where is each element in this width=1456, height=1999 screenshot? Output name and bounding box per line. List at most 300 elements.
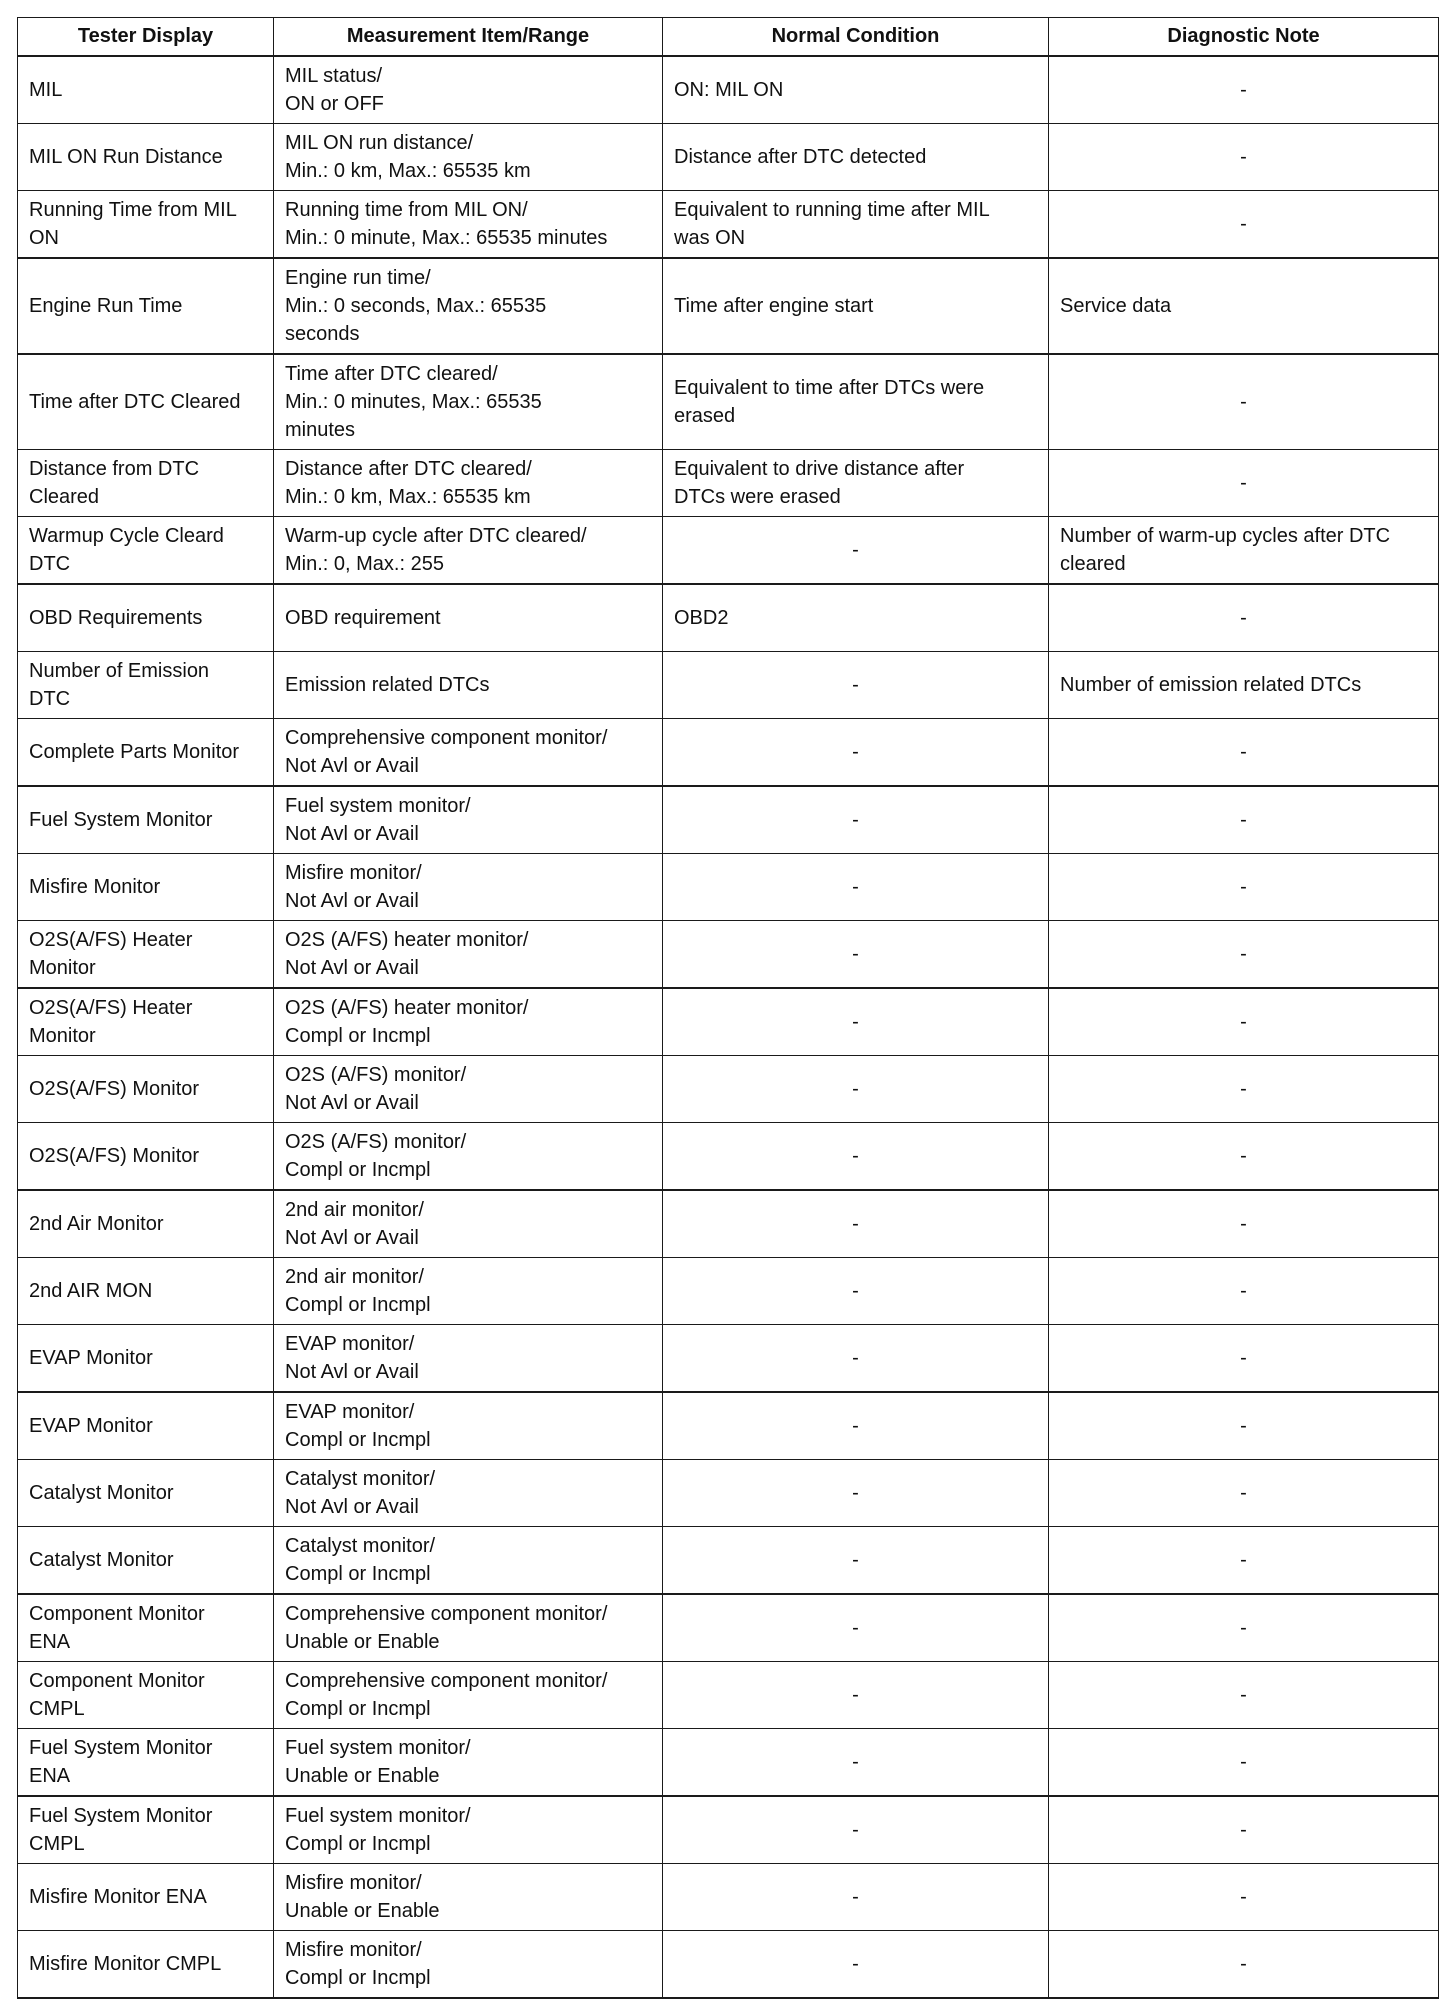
cell-diagnostic-note — [1049, 652, 1439, 719]
cell-text-line: - — [852, 1279, 859, 1302]
cell-measurement-item — [274, 988, 663, 1056]
cell-text-line: Compl or Incmpl — [285, 1024, 431, 1047]
cell-diagnostic-note — [1049, 584, 1439, 652]
cell-normal-condition — [663, 258, 1049, 354]
cell-text-line: Running time from MIL ON/ — [285, 198, 528, 221]
cell-text-line: - — [1240, 1683, 1247, 1706]
cell-normal-condition — [663, 988, 1049, 1056]
cell-diagnostic-note — [1049, 1190, 1439, 1258]
cell-text-line: O2S (A/FS) heater monitor/ — [285, 928, 529, 951]
cell-text-line: 2nd air monitor/ — [285, 1198, 424, 1221]
cell-tester-display — [18, 1460, 274, 1527]
cell-text-line: O2S(A/FS) Heater — [29, 996, 193, 1019]
table-row — [18, 1931, 1439, 1999]
cell-text-line: - — [1240, 78, 1247, 101]
cell-text-line: Distance after DTC cleared/ — [285, 457, 532, 480]
table-row — [18, 124, 1439, 191]
table-row — [18, 1123, 1439, 1191]
cell-text-line: Equivalent to time after DTCs were — [674, 376, 985, 399]
cell-diagnostic-note — [1049, 1729, 1439, 1797]
cell-measurement-item — [274, 517, 663, 585]
cell-measurement-item — [274, 191, 663, 259]
cell-text-line: - — [852, 1144, 859, 1167]
cell-normal-condition — [663, 354, 1049, 450]
cell-normal-condition — [663, 450, 1049, 517]
cell-text-line: - — [1240, 740, 1247, 763]
table-row — [18, 1729, 1439, 1797]
cell-tester-display — [18, 1796, 274, 1864]
cell-text-line: Catalyst Monitor — [29, 1548, 174, 1571]
cell-normal-condition — [663, 517, 1049, 585]
cell-measurement-item — [274, 1729, 663, 1797]
cell-text-line: Component Monitor — [29, 1602, 205, 1625]
table-row — [18, 354, 1439, 450]
cell-normal-condition — [663, 124, 1049, 191]
cell-text-line: - — [1240, 875, 1247, 898]
cell-tester-display — [18, 124, 274, 191]
cell-text-line: Compl or Incmpl — [285, 1428, 431, 1451]
cell-diagnostic-note — [1049, 56, 1439, 124]
cell-tester-display — [18, 854, 274, 921]
cell-normal-condition — [663, 786, 1049, 854]
cell-tester-display — [18, 584, 274, 652]
header-tester-display: Tester Display — [18, 18, 274, 57]
cell-text-line: O2S(A/FS) Monitor — [29, 1077, 200, 1100]
cell-normal-condition — [663, 191, 1049, 259]
cell-text-line: Distance after DTC detected — [674, 145, 927, 168]
cell-text-line: - — [852, 1010, 859, 1033]
cell-diagnostic-note — [1049, 786, 1439, 854]
cell-measurement-item — [274, 1460, 663, 1527]
data-list-table — [17, 17, 1439, 1999]
cell-measurement-item — [274, 1392, 663, 1460]
cell-tester-display — [18, 921, 274, 989]
cell-tester-display — [18, 1594, 274, 1662]
cell-text-line: Equivalent to running time after MIL — [674, 198, 990, 221]
table-row — [18, 1392, 1439, 1460]
cell-normal-condition — [663, 1527, 1049, 1595]
cell-text-line: - — [852, 808, 859, 831]
header-diagnostic-note: Diagnostic Note — [1049, 18, 1439, 57]
cell-text-line: Complete Parts Monitor — [29, 740, 240, 763]
cell-text-line: - — [1240, 942, 1247, 965]
cell-measurement-item — [274, 1527, 663, 1595]
cell-text-line: - — [1240, 1818, 1247, 1841]
cell-measurement-item — [274, 719, 663, 787]
cell-text-line: - — [1240, 1077, 1247, 1100]
table-row — [18, 1594, 1439, 1662]
cell-text-line: Compl or Incmpl — [285, 1293, 431, 1316]
table-row — [18, 258, 1439, 354]
cell-text-line: O2S(A/FS) Heater — [29, 928, 193, 951]
cell-text-line: Distance from DTC — [29, 457, 200, 480]
cell-text-line: - — [852, 1818, 859, 1841]
cell-text-line: - — [1240, 1885, 1247, 1908]
cell-text-line: O2S (A/FS) monitor/ — [285, 1130, 467, 1153]
cell-text-line: Compl or Incmpl — [285, 1966, 431, 1989]
cell-tester-display — [18, 258, 274, 354]
cell-text-line: Misfire Monitor — [29, 875, 161, 898]
cell-text-line: Misfire monitor/ — [285, 861, 422, 884]
cell-text-line: 2nd AIR MON — [29, 1279, 153, 1302]
cell-measurement-item — [274, 1594, 663, 1662]
cell-diagnostic-note — [1049, 1392, 1439, 1460]
cell-measurement-item — [274, 1931, 663, 1999]
cell-diagnostic-note — [1049, 1662, 1439, 1729]
cell-tester-display — [18, 1123, 274, 1191]
cell-text-line: EVAP monitor/ — [285, 1400, 415, 1423]
cell-text-line: - — [852, 1616, 859, 1639]
cell-normal-condition — [663, 652, 1049, 719]
cell-text-line: CMPL — [29, 1832, 85, 1855]
cell-text-line: Service data — [1060, 294, 1172, 317]
cell-text-line: EVAP Monitor — [29, 1414, 153, 1437]
table-body — [18, 56, 1439, 1998]
cell-tester-display — [18, 1864, 274, 1931]
cell-measurement-item — [274, 450, 663, 517]
cell-text-line: Warmup Cycle Cleard — [29, 524, 224, 547]
table-row — [18, 1864, 1439, 1931]
cell-text-line: Catalyst monitor/ — [285, 1467, 436, 1490]
document-page — [17, 17, 1438, 1999]
cell-text-line: - — [1240, 1750, 1247, 1773]
cell-text-line: Monitor — [29, 956, 96, 979]
cell-normal-condition — [663, 921, 1049, 989]
cell-text-line: Time after engine start — [674, 294, 874, 317]
cell-normal-condition — [663, 1325, 1049, 1393]
cell-text-line: OBD requirement — [285, 606, 441, 629]
cell-text-line: - — [852, 1548, 859, 1571]
cell-diagnostic-note — [1049, 191, 1439, 259]
cell-text-line: 2nd Air Monitor — [29, 1212, 164, 1235]
cell-normal-condition — [663, 1190, 1049, 1258]
cell-text-line: erased — [674, 404, 736, 427]
cell-text-line: - — [1240, 1414, 1247, 1437]
cell-tester-display — [18, 786, 274, 854]
cell-text-line: - — [1240, 808, 1247, 831]
cell-measurement-item — [274, 1258, 663, 1325]
cell-measurement-item — [274, 56, 663, 124]
cell-normal-condition — [663, 854, 1049, 921]
cell-tester-display — [18, 191, 274, 259]
cell-normal-condition — [663, 1864, 1049, 1931]
table-row — [18, 1460, 1439, 1527]
cell-diagnostic-note — [1049, 988, 1439, 1056]
cell-text-line: Not Avl or Avail — [285, 889, 419, 912]
cell-normal-condition — [663, 1796, 1049, 1864]
cell-text-line: - — [852, 1346, 859, 1369]
cell-text-line: minutes — [285, 418, 356, 441]
cell-text-line: O2S (A/FS) monitor/ — [285, 1063, 467, 1086]
cell-diagnostic-note — [1049, 719, 1439, 787]
table-row — [18, 1325, 1439, 1393]
cell-tester-display — [18, 1729, 274, 1797]
cell-text-line: Unable or Enable — [285, 1899, 440, 1922]
cell-text-line: Running Time from MIL — [29, 198, 237, 221]
cell-text-line: Fuel system monitor/ — [285, 794, 471, 817]
cell-text-line: O2S(A/FS) Monitor — [29, 1144, 200, 1167]
cell-diagnostic-note — [1049, 258, 1439, 354]
cell-text-line: Catalyst Monitor — [29, 1481, 174, 1504]
cell-text-line: CMPL — [29, 1697, 85, 1720]
cell-diagnostic-note — [1049, 1460, 1439, 1527]
cell-tester-display — [18, 988, 274, 1056]
cell-diagnostic-note — [1049, 124, 1439, 191]
cell-text-line: Misfire monitor/ — [285, 1938, 422, 1961]
cell-text-line: Number of emission related DTCs — [1060, 673, 1362, 696]
cell-text-line: 2nd air monitor/ — [285, 1265, 424, 1288]
header-measurement-item: Measurement Item/Range — [274, 18, 663, 57]
cell-text-line: Not Avl or Avail — [285, 1091, 419, 1114]
cell-text-line: Misfire monitor/ — [285, 1871, 422, 1894]
cell-tester-display — [18, 1527, 274, 1595]
cell-tester-display — [18, 1392, 274, 1460]
cell-text-line: MIL status/ — [285, 64, 383, 87]
cell-text-line: Not Avl or Avail — [285, 822, 419, 845]
table-row — [18, 786, 1439, 854]
cell-normal-condition — [663, 1729, 1049, 1797]
table-header-row — [18, 18, 1439, 57]
cell-text-line: DTCs were erased — [674, 485, 841, 508]
cell-text-line: DTC — [29, 687, 71, 710]
cell-measurement-item — [274, 921, 663, 989]
table-row — [18, 1796, 1439, 1864]
cell-text-line: ON — [29, 226, 59, 249]
cell-diagnostic-note — [1049, 1864, 1439, 1931]
cell-text-line: - — [852, 1212, 859, 1235]
cell-text-line: - — [1240, 606, 1247, 629]
cell-tester-display — [18, 719, 274, 787]
cell-text-line: - — [852, 1683, 859, 1706]
cell-text-line: Not Avl or Avail — [285, 1495, 419, 1518]
cell-measurement-item — [274, 354, 663, 450]
cell-text-line: Min.: 0, Max.: 255 — [285, 552, 444, 575]
cell-text-line: Emission related DTCs — [285, 673, 490, 696]
cell-measurement-item — [274, 1325, 663, 1393]
header-normal-condition: Normal Condition — [663, 18, 1049, 57]
cell-normal-condition — [663, 1123, 1049, 1191]
cell-measurement-item — [274, 1056, 663, 1123]
cell-normal-condition — [663, 1931, 1049, 1999]
cell-text-line: OBD Requirements — [29, 606, 203, 629]
cell-text-line: Min.: 0 minutes, Max.: 65535 — [285, 390, 542, 413]
cell-text-line: Fuel System Monitor — [29, 1804, 213, 1827]
cell-text-line: - — [1240, 1481, 1247, 1504]
cell-text-line: Number of warm-up cycles after DTC — [1060, 524, 1391, 547]
cell-text-line: Unable or Enable — [285, 1764, 440, 1787]
cell-text-line: was ON — [674, 226, 746, 249]
table-row — [18, 517, 1439, 585]
cell-text-line: Equivalent to drive distance after — [674, 457, 965, 480]
cell-measurement-item — [274, 786, 663, 854]
cell-normal-condition — [663, 719, 1049, 787]
cell-text-line: Compl or Incmpl — [285, 1832, 431, 1855]
cell-text-line: - — [852, 1885, 859, 1908]
table-row — [18, 854, 1439, 921]
cell-text-line: - — [852, 1077, 859, 1100]
cell-measurement-item — [274, 1864, 663, 1931]
cell-text-line: - — [1240, 1346, 1247, 1369]
cell-text-line: Number of Emission — [29, 659, 210, 682]
cell-text-line: - — [1240, 390, 1247, 413]
cell-text-line: seconds — [285, 322, 360, 345]
cell-text-line: Engine Run Time — [29, 294, 183, 317]
cell-text-line: - — [852, 673, 859, 696]
cell-diagnostic-note — [1049, 1325, 1439, 1393]
cell-text-line: - — [1240, 1952, 1247, 1975]
cell-text-line: Comprehensive component monitor/ — [285, 726, 608, 749]
cell-text-line: - — [852, 1750, 859, 1773]
cell-measurement-item — [274, 1123, 663, 1191]
table-row — [18, 921, 1439, 989]
table-row — [18, 652, 1439, 719]
cell-tester-display — [18, 1190, 274, 1258]
cell-text-line: - — [1240, 1616, 1247, 1639]
cell-diagnostic-note — [1049, 854, 1439, 921]
cell-measurement-item — [274, 124, 663, 191]
cell-text-line: - — [1240, 1010, 1247, 1033]
cell-measurement-item — [274, 1662, 663, 1729]
cell-text-line: - — [1240, 1279, 1247, 1302]
cell-normal-condition — [663, 56, 1049, 124]
cell-text-line: - — [852, 538, 859, 561]
cell-text-line: Time after DTC Cleared — [29, 390, 241, 413]
table-row — [18, 1190, 1439, 1258]
cell-text-line: - — [1240, 1144, 1247, 1167]
cell-text-line: ON: MIL ON — [674, 78, 784, 101]
table-row — [18, 56, 1439, 124]
cell-text-line: - — [852, 942, 859, 965]
cell-text-line: MIL ON Run Distance — [29, 145, 223, 168]
cell-text-line: - — [852, 740, 859, 763]
cell-text-line: Compl or Incmpl — [285, 1697, 431, 1720]
cell-normal-condition — [663, 1258, 1049, 1325]
cell-diagnostic-note — [1049, 921, 1439, 989]
table-row — [18, 988, 1439, 1056]
cell-tester-display — [18, 354, 274, 450]
cell-normal-condition — [663, 1594, 1049, 1662]
cell-text-line: - — [852, 1414, 859, 1437]
cell-diagnostic-note — [1049, 450, 1439, 517]
cell-text-line: Min.: 0 seconds, Max.: 65535 — [285, 294, 547, 317]
cell-text-line: Not Avl or Avail — [285, 754, 419, 777]
cell-measurement-item — [274, 854, 663, 921]
cell-text-line: Min.: 0 km, Max.: 65535 km — [285, 159, 531, 182]
table-row — [18, 719, 1439, 787]
cell-tester-display — [18, 450, 274, 517]
cell-diagnostic-note — [1049, 1527, 1439, 1595]
cell-text-line: - — [1240, 1548, 1247, 1571]
cell-measurement-item — [274, 1190, 663, 1258]
cell-diagnostic-note — [1049, 354, 1439, 450]
cell-tester-display — [18, 1258, 274, 1325]
cell-measurement-item — [274, 652, 663, 719]
cell-text-line: OBD2 — [674, 606, 729, 629]
cell-text-line: - — [1240, 471, 1247, 494]
cell-text-line: - — [852, 1952, 859, 1975]
cell-normal-condition — [663, 584, 1049, 652]
cell-tester-display — [18, 652, 274, 719]
cell-text-line: cleared — [1060, 552, 1126, 575]
cell-text-line: Compl or Incmpl — [285, 1158, 431, 1181]
cell-text-line: ENA — [29, 1764, 71, 1787]
cell-text-line: Comprehensive component monitor/ — [285, 1669, 608, 1692]
cell-normal-condition — [663, 1392, 1049, 1460]
table-row — [18, 1662, 1439, 1729]
cell-measurement-item — [274, 584, 663, 652]
cell-normal-condition — [663, 1460, 1049, 1527]
cell-text-line: MIL — [29, 78, 63, 101]
cell-text-line: MIL ON run distance/ — [285, 131, 474, 154]
cell-text-line: ON or OFF — [285, 92, 384, 115]
cell-diagnostic-note — [1049, 1056, 1439, 1123]
cell-diagnostic-note — [1049, 1258, 1439, 1325]
cell-measurement-item — [274, 1796, 663, 1864]
cell-diagnostic-note — [1049, 517, 1439, 585]
cell-text-line: Engine run time/ — [285, 266, 431, 289]
cell-text-line: - — [1240, 1212, 1247, 1235]
cell-text-line: Misfire Monitor ENA — [29, 1885, 207, 1908]
cell-text-line: - — [1240, 145, 1247, 168]
cell-text-line: EVAP monitor/ — [285, 1332, 415, 1355]
cell-text-line: EVAP Monitor — [29, 1346, 153, 1369]
cell-diagnostic-note — [1049, 1594, 1439, 1662]
cell-text-line: Time after DTC cleared/ — [285, 362, 498, 385]
cell-text-line: Fuel system monitor/ — [285, 1804, 471, 1827]
cell-text-line: Not Avl or Avail — [285, 1360, 419, 1383]
table-row — [18, 584, 1439, 652]
cell-text-line: Min.: 0 km, Max.: 65535 km — [285, 485, 531, 508]
cell-text-line: - — [1240, 212, 1247, 235]
cell-text-line: Not Avl or Avail — [285, 956, 419, 979]
table-row — [18, 1258, 1439, 1325]
cell-normal-condition — [663, 1056, 1049, 1123]
cell-text-line: Catalyst monitor/ — [285, 1534, 436, 1557]
cell-normal-condition — [663, 1662, 1049, 1729]
table-row — [18, 1056, 1439, 1123]
cell-text-line: Component Monitor — [29, 1669, 205, 1692]
cell-text-line: ENA — [29, 1630, 71, 1653]
cell-text-line: Fuel System Monitor — [29, 1736, 213, 1759]
table-row — [18, 1527, 1439, 1595]
table-row — [18, 450, 1439, 517]
cell-text-line: Comprehensive component monitor/ — [285, 1602, 608, 1625]
cell-text-line: Warm-up cycle after DTC cleared/ — [285, 524, 587, 547]
cell-measurement-item — [274, 258, 663, 354]
cell-text-line: Cleared — [29, 485, 100, 508]
cell-text-line: Misfire Monitor CMPL — [29, 1952, 222, 1975]
cell-diagnostic-note — [1049, 1796, 1439, 1864]
cell-text-line: Min.: 0 minute, Max.: 65535 minutes — [285, 226, 608, 249]
cell-tester-display — [18, 56, 274, 124]
cell-tester-display — [18, 517, 274, 585]
cell-text-line: Monitor — [29, 1024, 96, 1047]
cell-text-line: Compl or Incmpl — [285, 1562, 431, 1585]
cell-text-line: Fuel System Monitor — [29, 808, 213, 831]
cell-text-line: - — [852, 875, 859, 898]
cell-text-line: Not Avl or Avail — [285, 1226, 419, 1249]
cell-text-line: Unable or Enable — [285, 1630, 440, 1653]
cell-tester-display — [18, 1325, 274, 1393]
cell-tester-display — [18, 1056, 274, 1123]
cell-text-line: O2S (A/FS) heater monitor/ — [285, 996, 529, 1019]
cell-text-line: Fuel system monitor/ — [285, 1736, 471, 1759]
cell-text-line: DTC — [29, 552, 71, 575]
cell-tester-display — [18, 1931, 274, 1999]
cell-text-line: - — [852, 1481, 859, 1504]
cell-tester-display — [18, 1662, 274, 1729]
table-row — [18, 191, 1439, 259]
